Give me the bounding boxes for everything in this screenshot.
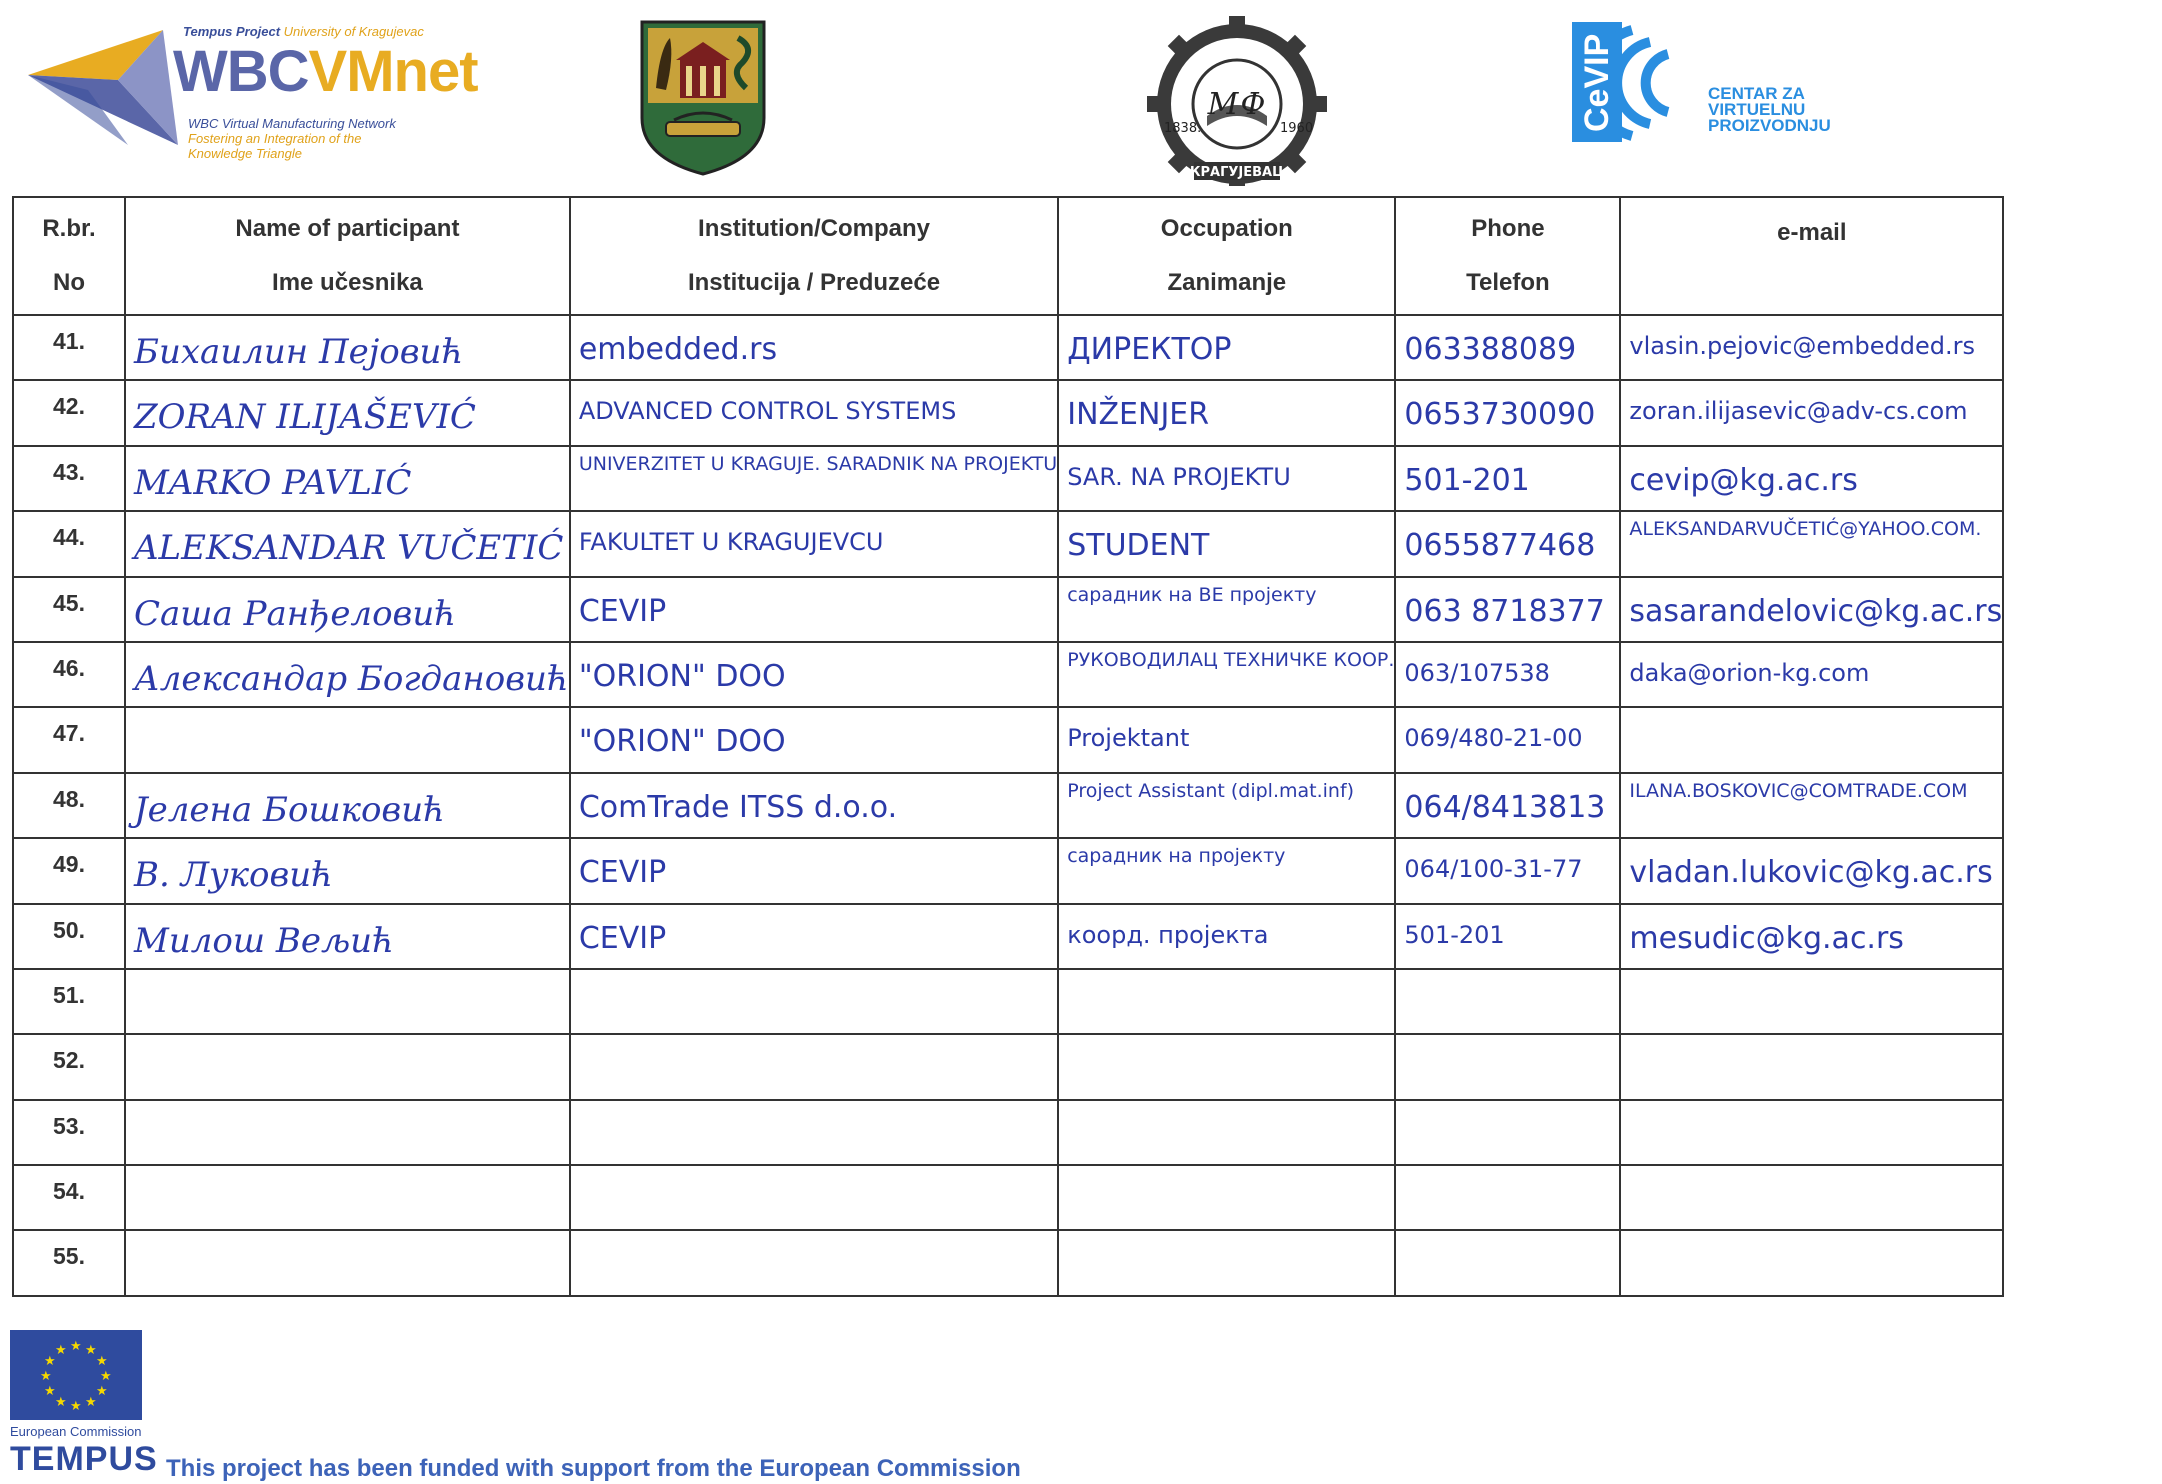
svg-text:CeVIP: CeVIP — [1578, 33, 1616, 132]
cell-occupation — [1058, 1100, 1395, 1165]
col-name: Name of participant Ime učesnika — [125, 197, 570, 315]
wbc-subtitle-1: WBC Virtual Manufacturing Network — [188, 116, 396, 131]
cell-occupation — [1058, 1034, 1395, 1099]
cell-phone — [1395, 1230, 1620, 1295]
svg-text:1960: 1960 — [1280, 121, 1314, 136]
eu-star-icon: ★ — [85, 1393, 97, 1409]
eu-star-icon: ★ — [40, 1368, 52, 1383]
cell-occupation: INŽENJER — [1058, 380, 1395, 445]
row-number: 41. — [13, 315, 125, 380]
table-row — [13, 969, 2003, 1034]
cell-institution: CEVIP — [570, 577, 1058, 642]
wbcvmnet-logo — [28, 20, 478, 161]
cell-phone: 063/107538 — [1395, 642, 1620, 707]
cell-occupation: STUDENT — [1058, 511, 1395, 576]
eu-star-icon: ★ — [44, 1383, 56, 1398]
table-row — [13, 511, 2003, 576]
cell-name: ALEKSANDAR VUČETIĆ — [125, 511, 570, 576]
cell-name: Јелена Бошковић — [125, 773, 570, 838]
cell-occupation: коорд. пројекта — [1058, 904, 1395, 969]
table-row — [13, 1100, 2003, 1165]
cell-occupation — [1058, 1230, 1395, 1295]
cell-email: vladan.lukovic@kg.ac.rs — [1620, 838, 2003, 903]
row-number: 44. — [13, 511, 125, 576]
table-row — [13, 380, 2003, 445]
cell-occupation — [1058, 969, 1395, 1034]
col-institution: Institution/Company Institucija / Preduzeće — [570, 197, 1058, 315]
cell-institution: "ORION" DOO — [570, 642, 1058, 707]
cell-institution — [570, 1100, 1058, 1165]
cell-occupation: сарадник на пројекту — [1058, 838, 1395, 903]
cell-name: Александар Богдановић — [125, 642, 570, 707]
cell-email — [1620, 1165, 2003, 1230]
cell-institution: CEVIP — [570, 838, 1058, 903]
cell-email — [1620, 1034, 2003, 1099]
eu-star-icon: ★ — [85, 1342, 97, 1358]
row-number: 50. — [13, 904, 125, 969]
cevip-badge-icon — [1570, 20, 1700, 145]
svg-text:M: M — [1207, 87, 1239, 122]
cell-phone — [1395, 1100, 1620, 1165]
cell-phone: 063388089 — [1395, 315, 1620, 380]
cell-name — [125, 969, 570, 1034]
cell-email — [1620, 707, 2003, 772]
eu-star-icon: ★ — [95, 1353, 108, 1368]
gear-seal-icon — [1142, 16, 1332, 186]
row-number: 52. — [13, 1034, 125, 1099]
cell-institution: ComTrade ITSS d.o.o. — [570, 773, 1058, 838]
cell-institution: UNIVERZITET U KRAGUJE. SARADNIK NA PROJEKTU — [570, 446, 1058, 511]
eu-star-icon: ★ — [70, 1398, 82, 1413]
table-row — [13, 773, 2003, 838]
header-row — [13, 197, 2003, 315]
cell-phone: 063 8718377 — [1395, 577, 1620, 642]
cell-phone — [1395, 1034, 1620, 1099]
cell-phone: 064/100-31-77 — [1395, 838, 1620, 903]
cell-occupation: Project Assistant (dipl.mat.inf) — [1058, 773, 1395, 838]
row-number: 55. — [13, 1230, 125, 1295]
svg-text:КРАГУЈЕВАЦ: КРАГУЈЕВАЦ — [1189, 165, 1285, 180]
row-number: 47. — [13, 707, 125, 772]
eu-star-icon: ★ — [44, 1353, 56, 1368]
cell-institution: embedded.rs — [570, 315, 1058, 380]
tempus-project-line: Tempus Project University of Kragujevac — [183, 24, 424, 39]
cell-occupation: Projektant — [1058, 707, 1395, 772]
cell-email: daka@orion-kg.com — [1620, 642, 2003, 707]
row-number: 49. — [13, 838, 125, 903]
col-no: R.br. No — [13, 197, 125, 315]
cell-phone: 501-201 — [1395, 446, 1620, 511]
table-row — [13, 904, 2003, 969]
cell-institution: ADVANCED CONTROL SYSTEMS — [570, 380, 1058, 445]
table-row — [13, 446, 2003, 511]
tempus-label: TEMPUS — [10, 1440, 158, 1478]
cell-email: cevip@kg.ac.rs — [1620, 446, 2003, 511]
row-number: 43. — [13, 446, 125, 511]
cell-occupation: РУКОВОДИЛАЦ ТЕХНИЧКЕ КООР. — [1058, 642, 1395, 707]
cell-phone: 064/8413813 — [1395, 773, 1620, 838]
wbc-title: WBCVMnet — [173, 39, 478, 104]
row-number: 48. — [13, 773, 125, 838]
cell-phone: 501-201 — [1395, 904, 1620, 969]
row-number: 53. — [13, 1100, 125, 1165]
eu-commission-label: European Commission — [10, 1424, 142, 1439]
cevip-text: CENTAR ZA VIRTUELNU PROIZVODNJU — [1708, 84, 1831, 135]
cell-email — [1620, 1100, 2003, 1165]
cell-email: mesudic@kg.ac.rs — [1620, 904, 2003, 969]
faculty-seal-logo — [1142, 16, 1332, 186]
cell-email — [1620, 1230, 2003, 1295]
eu-star-icon: ★ — [100, 1368, 112, 1383]
cell-institution — [570, 1165, 1058, 1230]
table-row — [13, 1165, 2003, 1230]
row-number: 46. — [13, 642, 125, 707]
cell-name — [125, 1034, 570, 1099]
cell-name: Бихаилин Пејовић — [125, 315, 570, 380]
table-row — [13, 707, 2003, 772]
cell-name — [125, 1230, 570, 1295]
cell-email: vlasin.pejovic@embedded.rs — [1620, 315, 2003, 380]
table-row — [13, 1230, 2003, 1295]
table-row — [13, 838, 2003, 903]
cell-occupation: сарадник на ВЕ пројекту — [1058, 577, 1395, 642]
city-crest-logo — [638, 18, 768, 178]
cell-email: sasarandelovic@kg.ac.rs — [1620, 577, 2003, 642]
wbc-subtitle-3: Knowledge Triangle — [188, 146, 302, 161]
eu-flag-icon — [10, 1330, 142, 1420]
cell-name: MARKO PAVLIĆ — [125, 446, 570, 511]
cell-phone: 069/480-21-00 — [1395, 707, 1620, 772]
table-row — [13, 1034, 2003, 1099]
cell-phone — [1395, 969, 1620, 1034]
cell-name — [125, 707, 570, 772]
cell-name: В. Луковић — [125, 838, 570, 903]
table-row — [13, 577, 2003, 642]
cell-phone — [1395, 1165, 1620, 1230]
cevip-logo — [1570, 20, 1850, 150]
eu-star-icon: ★ — [55, 1342, 67, 1358]
cell-occupation: SAR. NA PROJEKTU — [1058, 446, 1395, 511]
cell-email — [1620, 969, 2003, 1034]
row-number: 51. — [13, 969, 125, 1034]
cell-email: ALEKSANDARVUČETIĆ@YAHOO.COM. — [1620, 511, 2003, 576]
cell-occupation: ДИРЕКТОР — [1058, 315, 1395, 380]
cell-institution: "ORION" DOO — [570, 707, 1058, 772]
cell-email: zoran.ilijasevic@adv-cs.com — [1620, 380, 2003, 445]
cell-email: ILANA.BOSKOVIC@COMTRADE.COM — [1620, 773, 2003, 838]
cell-institution — [570, 1034, 1058, 1099]
table-row — [13, 642, 2003, 707]
wbc-subtitle-2: Fostering an Integration of the — [188, 131, 362, 146]
row-number: 45. — [13, 577, 125, 642]
cell-name — [125, 1165, 570, 1230]
cell-institution — [570, 969, 1058, 1034]
cell-phone: 0655877468 — [1395, 511, 1620, 576]
svg-text:1838.: 1838. — [1164, 121, 1202, 136]
col-email: e-mail — [1620, 197, 2003, 315]
row-number: 54. — [13, 1165, 125, 1230]
cell-institution — [570, 1230, 1058, 1295]
svg-text:Ф: Ф — [1240, 87, 1266, 122]
cell-name — [125, 1100, 570, 1165]
cell-occupation — [1058, 1165, 1395, 1230]
cell-name: ZORAN ILIJAŠEVIĆ — [125, 380, 570, 445]
cell-institution: FAKULTET U KRAGUJEVCU — [570, 511, 1058, 576]
cell-institution: CEVIP — [570, 904, 1058, 969]
crest-shield-icon — [638, 18, 768, 178]
eu-star-icon: ★ — [95, 1383, 108, 1398]
funding-note: This project has been funded with support from the European Commission — [166, 1455, 1021, 1482]
row-number: 42. — [13, 380, 125, 445]
col-phone: Phone Telefon — [1395, 197, 1620, 315]
cell-name: Саша Ранђеловић — [125, 577, 570, 642]
cell-phone: 0653730090 — [1395, 380, 1620, 445]
eu-star-icon: ★ — [70, 1338, 82, 1353]
col-occupation: Occupation Zanimanje — [1058, 197, 1395, 315]
participants-table — [12, 196, 2004, 1297]
eu-star-icon: ★ — [55, 1393, 67, 1409]
cell-name: Милош Вељић — [125, 904, 570, 969]
table-row — [13, 315, 2003, 380]
